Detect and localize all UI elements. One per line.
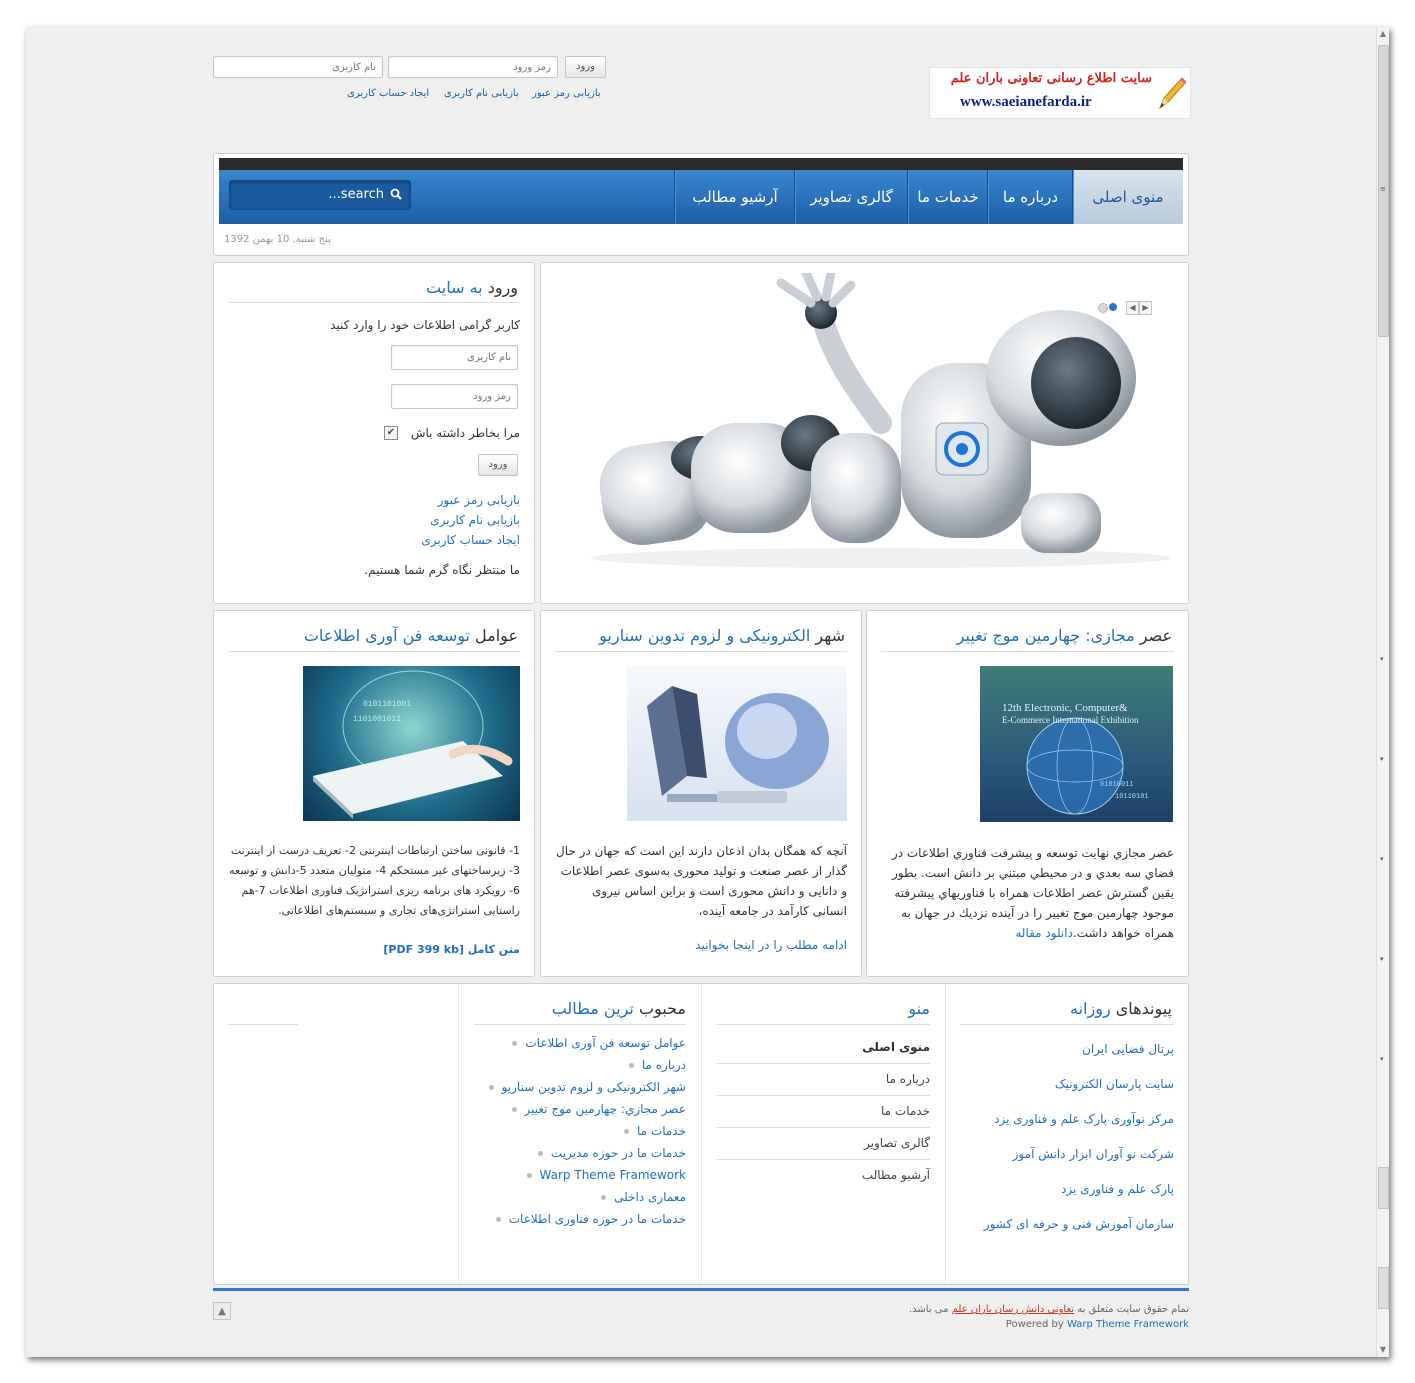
- forgot-username-link[interactable]: بازیابی نام کاربری: [430, 513, 520, 527]
- logo-url: www.saeianefarda.ir: [960, 94, 1092, 110]
- article-image[interactable]: [303, 666, 520, 821]
- menu-item-archive[interactable]: آرشیو مطالب: [861, 1168, 930, 1182]
- username-input[interactable]: [391, 345, 518, 370]
- copyright-link[interactable]: تعاونی دانش رسان باران علم: [951, 1304, 1075, 1315]
- slide-dot-2[interactable]: [1109, 303, 1117, 311]
- popular-item[interactable]: عصر مجازي: چهارمين موج تغيير: [489, 1098, 686, 1120]
- slide-dot-1[interactable]: [1098, 303, 1108, 313]
- menu-item-services[interactable]: خدمات ما: [717, 1096, 930, 1128]
- robot-slide-image[interactable]: [581, 273, 1173, 573]
- article-body: عصر مجازي نهايت توسعه و پيشرفت فناوري اطلاعات در فضاي سه بعدي و در محيطي مبتني بر دانش است. بطور يقين گسترش عصر اطلاعات همراه با فناوريهاي پيشرفته موجود چهارمين موج تغيير را در آينده نزديك در جهان به همراه خواهد داشت.دانلود مقاله: [891, 846, 1174, 940]
- daily-links-title: پیوندهای روزانه: [1070, 999, 1172, 1018]
- top-password-input[interactable]: [388, 56, 558, 78]
- daily-link[interactable]: سایت پارسان الکترونیک: [1054, 1077, 1174, 1091]
- article-title[interactable]: عصر مجازی: چهارمین موج تغییر: [956, 626, 1172, 645]
- copyright-text: تمام حقوق سایت متعلق به تعاونی دانش رسان باران علم می باشد.: [908, 1304, 1189, 1315]
- login-footer-text: ما منتظر نگاه گرم شما هستیم.: [364, 563, 520, 577]
- scroll-marker-icon: ▾: [1380, 955, 1384, 963]
- nav-item-about[interactable]: درباره ما: [987, 170, 1073, 224]
- bottom-modules: [213, 983, 1189, 1285]
- site-logo[interactable]: [929, 67, 1191, 119]
- login-button[interactable]: ورود: [478, 454, 518, 476]
- article-card: [540, 610, 862, 977]
- scrollbar-segment[interactable]: [1378, 1267, 1389, 1309]
- pencil-icon: [1156, 72, 1186, 112]
- vertical-scrollbar[interactable]: [1376, 27, 1389, 1357]
- scroll-marker-icon: ▾: [1380, 755, 1384, 763]
- svg-text:1101001011: 1101001011: [353, 715, 402, 724]
- article-read-more-link[interactable]: ادامه مطلب را در اینجا بخوانید: [695, 938, 847, 952]
- slide-prev-icon[interactable]: ◀: [1126, 301, 1139, 315]
- forgot-password-link[interactable]: بازیابی رمز عبور: [437, 493, 520, 507]
- scroll-marker-icon: ▾: [1380, 655, 1384, 663]
- slide-next-icon[interactable]: ▶: [1139, 301, 1152, 315]
- daily-link[interactable]: پرتال فضایی ایران: [1082, 1042, 1174, 1056]
- column-separator: [701, 984, 702, 1284]
- logo-title: سایت اطلاع رسانی تعاونی باران علم: [950, 71, 1152, 86]
- header-nav-box: [213, 153, 1189, 256]
- svg-text:12th Electronic, Computer&: 12th Electronic, Computer&: [1002, 702, 1128, 714]
- daily-links-list: [984, 1032, 1174, 1242]
- article-image[interactable]: [627, 666, 847, 821]
- article-body: آنچه که همگان بدان اذعان دارند این است که جهان در حال گذار از عصر صنعت و تولید محوری به‌سوی عصر اطلاعات و دانایی و دانش محوری است و براین اساس نیروی انسانی کارآمد در جامعه آینده،: [556, 844, 847, 918]
- search-icon[interactable]: [390, 188, 402, 200]
- article-image[interactable]: [980, 666, 1173, 822]
- svg-text:E-Commerce International Exhib: E-Commerce International Exhibition: [1002, 715, 1139, 725]
- svg-text:10110101: 10110101: [1115, 793, 1149, 801]
- back-to-top-icon[interactable]: ▲: [213, 1302, 231, 1320]
- top-username-input[interactable]: [213, 56, 383, 78]
- article-fulltext-link[interactable]: متن کامل [PDF 399 kb]: [383, 943, 520, 956]
- popular-item[interactable]: خدمات ما: [489, 1120, 686, 1142]
- divider: [228, 651, 520, 652]
- footer-divider: [213, 1288, 1189, 1291]
- top-dark-bar: [219, 158, 1183, 170]
- warp-framework-link[interactable]: Warp Theme Framework: [1066, 1319, 1189, 1330]
- popular-title: محبوب ترین مطالب: [551, 999, 686, 1018]
- powered-by-text: Powered by Warp Theme Framework: [1005, 1319, 1189, 1330]
- password-input[interactable]: [391, 384, 518, 409]
- menu-title: منو: [908, 999, 930, 1018]
- search-box[interactable]: [229, 180, 411, 210]
- column-separator: [458, 984, 459, 1284]
- popular-item[interactable]: عوامل توسعه فن آوری اطلاعات: [489, 1032, 686, 1054]
- scroll-down-arrow-icon[interactable]: ▼: [1379, 1345, 1387, 1354]
- divider: [717, 1024, 930, 1025]
- divider: [228, 1024, 298, 1025]
- remember-me-checkbox[interactable]: ✔: [384, 426, 398, 440]
- svg-text:0101101001: 0101101001: [363, 700, 412, 709]
- menu-item-home[interactable]: منوی اصلی: [717, 1032, 930, 1064]
- login-module: [213, 262, 535, 604]
- article-download-link[interactable]: دانلود مقاله: [1015, 926, 1073, 940]
- divider: [960, 1024, 1174, 1025]
- article-title[interactable]: عوامل توسعه فن آوری اطلاعات: [303, 626, 518, 645]
- login-module-title: ورود به سایت: [426, 278, 518, 297]
- scroll-marker-icon: ▾: [1380, 1055, 1384, 1063]
- nav-item-gallery[interactable]: گالری تصاویر: [794, 170, 908, 224]
- register-link[interactable]: ایجاد حساب کاربری: [421, 533, 520, 547]
- popular-item[interactable]: خدمات ما در حوزه مدیریت: [489, 1142, 686, 1164]
- nav-item-home[interactable]: منوی اصلی: [1072, 170, 1183, 224]
- popular-item[interactable]: Warp Theme Framework: [489, 1164, 686, 1186]
- top-forgot-username-link[interactable]: بازیابی نام کاربری: [444, 88, 519, 99]
- popular-item[interactable]: خدمات ما در حوزه فناوری اطلاعات: [489, 1208, 686, 1230]
- scrollbar-segment[interactable]: [1378, 1167, 1389, 1209]
- slider-box: [540, 262, 1189, 604]
- browser-window: [26, 27, 1389, 1357]
- login-intro-text: کاربر گرامی اطلاعات خود را وارد کنید: [330, 318, 520, 332]
- scroll-marker-icon: ▾: [1380, 855, 1384, 863]
- menu-item-gallery[interactable]: گالری تصاویر: [717, 1128, 930, 1160]
- menu-list: [717, 1032, 930, 1191]
- svg-text:01010011: 01010011: [1100, 781, 1134, 789]
- popular-item[interactable]: معماری داخلی: [489, 1186, 686, 1208]
- article-body: 1- قانونی ساختن ارتباطات اینترنتی 2- تعریف درست از اینترنت 3- زیرساختهای غیر مستحکم 4- متولیان متعدد 5-دانش و توسعه 6- رویکرد های برنامه ریزی استراتژیک فناوری اطلاعات 7-هم راستایی استراتژی‌های تجاری و سیستم‌های اطلاعاتی.: [229, 844, 520, 917]
- scroll-up-arrow-icon[interactable]: ▲: [1379, 29, 1387, 38]
- main-nav: [219, 170, 1183, 224]
- search-placeholder: ...search: [328, 187, 384, 202]
- top-register-link[interactable]: ایجاد حساب کاربری: [347, 88, 430, 99]
- nav-item-services[interactable]: خدمات ما: [907, 170, 988, 224]
- article-card: [866, 610, 1189, 977]
- current-date: پنج شنبه, 10 بهمن 1392: [224, 234, 331, 245]
- divider: [881, 651, 1174, 652]
- scroll-grip-icon: ≡: [1380, 185, 1386, 193]
- remember-me-label: مرا بخاطر داشته باش: [410, 426, 520, 440]
- divider: [555, 651, 847, 652]
- top-forgot-password-link[interactable]: بازیابی رمز عبور: [532, 88, 601, 99]
- menu-item-about[interactable]: درباره ما: [717, 1064, 930, 1096]
- daily-link[interactable]: شرکت نو آوران ابزار دانش آموز: [1012, 1147, 1174, 1161]
- article-card: [213, 610, 535, 977]
- popular-item[interactable]: شهر الکترونیکی و لزوم تدوین سناریو: [489, 1076, 686, 1098]
- daily-link[interactable]: پارک علم و فناوری یزد: [1060, 1182, 1174, 1196]
- popular-list: [489, 1032, 686, 1230]
- divider: [228, 302, 520, 303]
- article-title[interactable]: شهر الکترونیکی و لزوم تدوین سناریو: [599, 626, 845, 645]
- daily-link[interactable]: مرکز نوآوری پارک علم و فناوری یزد: [994, 1112, 1174, 1126]
- popular-item[interactable]: درباره ما: [489, 1054, 686, 1076]
- divider: [474, 1024, 686, 1025]
- nav-item-archive[interactable]: آرشیو مطالب: [674, 170, 795, 224]
- column-separator: [945, 984, 946, 1284]
- top-login-button[interactable]: ورود: [565, 56, 606, 78]
- daily-link[interactable]: سازمان آموزش فنی و حرفه ای کشور: [983, 1217, 1174, 1231]
